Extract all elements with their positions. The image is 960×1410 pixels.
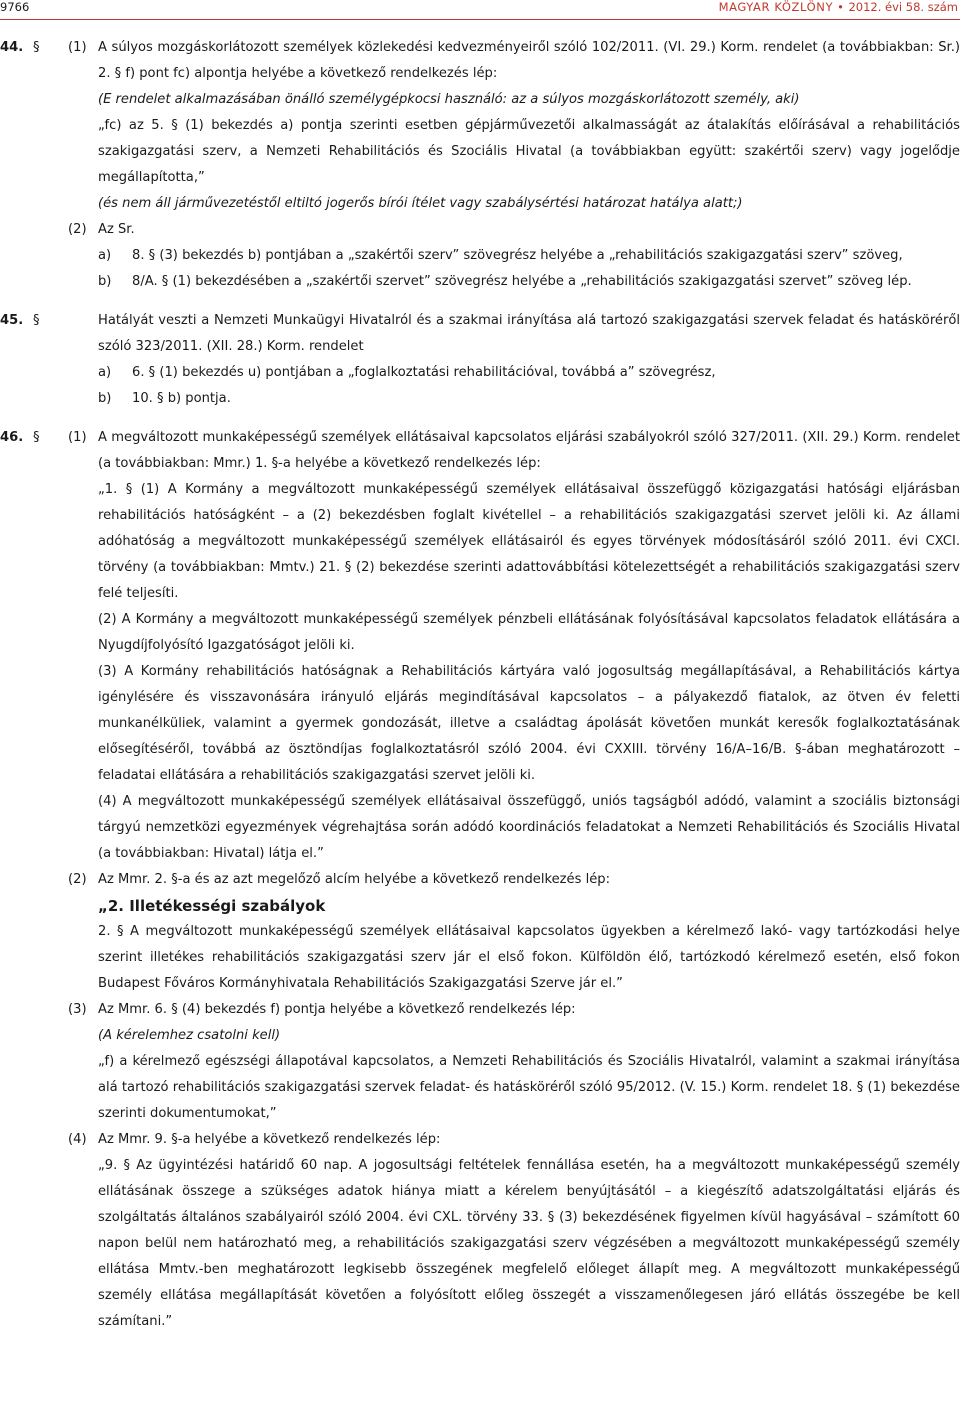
list-item-a <box>0 360 960 386</box>
paragraph-intro: Az Mmr. 6. § (4) bekezdés f) pontja helyébe a következő rendelkezés lép: <box>98 1002 576 1017</box>
list-item-b <box>0 386 960 412</box>
paragraph-intro: Az Mmr. 9. §-a helyébe a következő rendelkezés lép: <box>98 1132 441 1147</box>
section-44 <box>0 35 960 295</box>
list-text: 8/A. § (1) bekezdésében a „szakértői szervet” szövegrész helyébe a „rehabilitációs szakigazgatási szervet” szöveg lép. <box>132 274 912 289</box>
amended-text: „fc) az 5. § (1) bekezdés a) pontja szerinti esetben gépjárművezetői alkalmasságát az átalakítás előírásával a rehabilitációs szakigazgatási szerv, a Nemzeti Rehabilitációs és Szociális Hivatal (a továbbiakban együtt: szakértői szerv) vagy jogelődje megállapította,” <box>98 118 960 185</box>
paragraph-intro: A megváltozott munkaképességű személyek ellátásaival kapcsolatos eljárási szabályokról szóló 327/2011. (XII. 29.) Korm. rendelet (a továbbiakban: Mmr.) 1. §-a helyébe a következő rendelkezés lép: <box>98 430 960 471</box>
list-item-a <box>0 243 960 269</box>
paragraph-4 <box>0 1127 960 1153</box>
paragraph-number: (3) <box>68 1002 87 1017</box>
subtitle-heading: „2. Illetékességi szabályok <box>98 897 326 915</box>
section-sign: § <box>33 313 40 328</box>
amended-text: „9. § Az ügyintézési határidő 60 nap. A jogosultsági feltételek fennállása esetén, ha a megváltozott munkaképességű személy ellátásának összege a szükséges adatok hiánya miatt a kérelem benyújtásától – a kiegészítő adatszolgáltatási eljárás és szolgáltatás általános szabályairól szóló 2004. évi CXL. törvény 33. § (3) bekezdésének figyelmen kívül hagyásával – számított 60 napon belül nem határozható meg, a rehabilitációs szakigazgatási szerv végzésében a megváltozott munkaképességű személy ellátása Mmtv.-ben meghatározott legkisebb összegének megfelelő előleget állapít meg. A megváltozott munkaképességű személy ellátása megállapítását követően a folyósított előleg összegét a visszamenőlegesen járó ellátás összegébe be kell számítani.” <box>98 1158 960 1329</box>
amended-paragraph-4: (4) A megváltozott munkaképességű személyek ellátásaival összefüggő, uniós tagságból adódó, valamint a szociális biztonsági tárgyú nemzetközi egyezmények végrehajtása során adódó koordinációs feladatokat a Nemzeti Rehabilitációs és Szociális Hivatal (a továbbiakban: Hivatal) látja el.” <box>98 794 960 861</box>
amended-paragraph-3: (3) A Kormány rehabilitációs hatóságnak a Rehabilitációs kártyára való jogosultság megállapításával, a Rehabilitációs kártya igénylésére és visszavonására irányuló eljárás megindításával kapcsolatos – a pályakezdő fiatalok, az ötven év feletti munkanélküliek, valamint a gyermek gondozását, illetve a családtag ápolását követően munkát keresők foglalkoztatásának elősegítéséről, továbbá az ösztöndíjas foglalkoztatásról szóló 2004. évi CXXIII. törvény 16/A–16/B. §-ában meghatározott – feladatai ellátására a rehabilitációs szakigazgatási szervet jelöli ki. <box>98 664 960 783</box>
list-label: a) <box>98 248 112 263</box>
page-number: 9766 <box>0 0 30 14</box>
list-item-b <box>0 269 960 295</box>
paragraph-number: (1) <box>68 40 87 55</box>
context-italic: (A kérelemhez csatolni kell) <box>98 1028 281 1043</box>
list-text: 8. § (3) bekezdés b) pontjában a „szakértői szerv” szövegrész helyébe a „rehabilitációs szakigazgatási szerv” szöveg, <box>132 248 903 263</box>
list-label: b) <box>98 274 112 289</box>
section-intro: Hatályát veszti a Nemzeti Munkaügyi Hivatalról és a szakmai irányítása alá tartozó szakigazgatási szervek feladat és hatásköréről szóló 323/2011. (XII. 28.) Korm. rendelet <box>98 313 960 354</box>
paragraph-number: (2) <box>68 222 87 237</box>
paragraph-3 <box>0 997 960 1023</box>
amended-paragraph-2: (2) A Kormány a megváltozott munkaképességű személyek pénzbeli ellátásának folyósításával kapcsolatos feladatok ellátására a Nyugdíjfolyósító Igazgatóságot jelöli ki. <box>98 612 960 653</box>
document-body <box>0 35 960 1335</box>
section-number: 44. <box>0 40 24 55</box>
paragraph-number: (4) <box>68 1132 87 1147</box>
paragraph-1 <box>0 425 960 477</box>
list-text: 6. § (1) bekezdés u) pontjában a „foglalkoztatási rehabilitációval, továbbá a” szövegrész, <box>132 365 716 380</box>
section-number: 46. <box>0 430 24 445</box>
paragraph-intro: A súlyos mozgáskorlátozott személyek közlekedési kedvezményeiről szóló 102/2011. (VI. 29.) Korm. rendelet (a továbbiakban: Sr.) 2. § f) pont fc) alpontja helyébe a következő rendelkezés lép: <box>98 40 960 81</box>
issue-label: 2012. évi 58. szám <box>848 0 958 14</box>
list-label: b) <box>98 391 112 406</box>
paragraph-intro: Az Mmr. 2. §-a és az azt megelőző alcím helyébe a következő rendelkezés lép: <box>98 872 610 887</box>
paragraph-1 <box>0 35 960 87</box>
paragraph-2 <box>0 217 960 243</box>
section-46 <box>0 425 960 1335</box>
page-header <box>0 0 960 16</box>
section-sign: § <box>33 40 40 55</box>
paragraph-number: (2) <box>68 872 87 887</box>
amended-text: 2. § A megváltozott munkaképességű személyek ellátásaival kapcsolatos ügyekben a kérelmező lakó- vagy tartózkodási helye szerint illetékes rehabilitációs szakigazgatási szerv jár el első fokon. Külföldön élő, tartózkodó kérelmező esetén, első fokon Budapest Főváros Kormányhivatala Rehabilitációs Szakigazgatási Szerve jár el.” <box>98 924 960 991</box>
paragraph-2 <box>0 867 960 893</box>
context-italic: (E rendelet alkalmazásában önálló személygépkocsi használó: az a súlyos mozgáskorlátozott személy, aki) <box>98 92 800 107</box>
list-label: a) <box>98 365 112 380</box>
list-text: 10. § b) pontja. <box>132 391 231 406</box>
paragraph-intro: Az Sr. <box>98 222 135 237</box>
section-45 <box>0 308 960 412</box>
bullet-separator: • <box>837 0 845 14</box>
section-number: 45. <box>0 313 24 328</box>
amended-paragraph-1: „1. § (1) A Kormány a megváltozott munkaképességű személyek ellátásaival összefüggő közigazgatási hatósági eljárásban rehabilitációs hatóságként – a (2) bekezdésben foglalt kivétellel – a rehabilitációs szakigazgatási szervet jelöli ki. Az állami adóhatóság a megváltozott munkaképességű személyek ellátásairól és egyes törvények módosításáról szóló 2011. évi CXCI. törvény (a továbbiakban: Mmtv.) 21. § (2) bekezdése szerinti adattovábbítási kötelezettségét a rehabilitációs szakigazgatási szerv felé teljesíti. <box>98 482 960 601</box>
amended-text: „f) a kérelmező egészségi állapotával kapcsolatos, a Nemzeti Rehabilitációs és Szociális Hivatalról, valamint a szakmai irányítása alá tartozó rehabilitációs szakigazgatási szervek feladat- és hatásköréről szóló 95/2012. (V. 15.) Korm. rendelet 18. § (1) bekezdése szerinti dokumentumokat,” <box>98 1054 960 1121</box>
paragraph-number: (1) <box>68 430 87 445</box>
context-tail-italic: (és nem áll járművezetéstől eltiltó jogerős bírói ítélet vagy szabálysértési határozat hatálya alatt;) <box>98 196 743 211</box>
journal-title: MAGYAR KÖZLÖNY <box>718 0 834 14</box>
running-header <box>719 0 958 14</box>
section-sign: § <box>33 430 40 445</box>
header-rule <box>0 19 960 20</box>
